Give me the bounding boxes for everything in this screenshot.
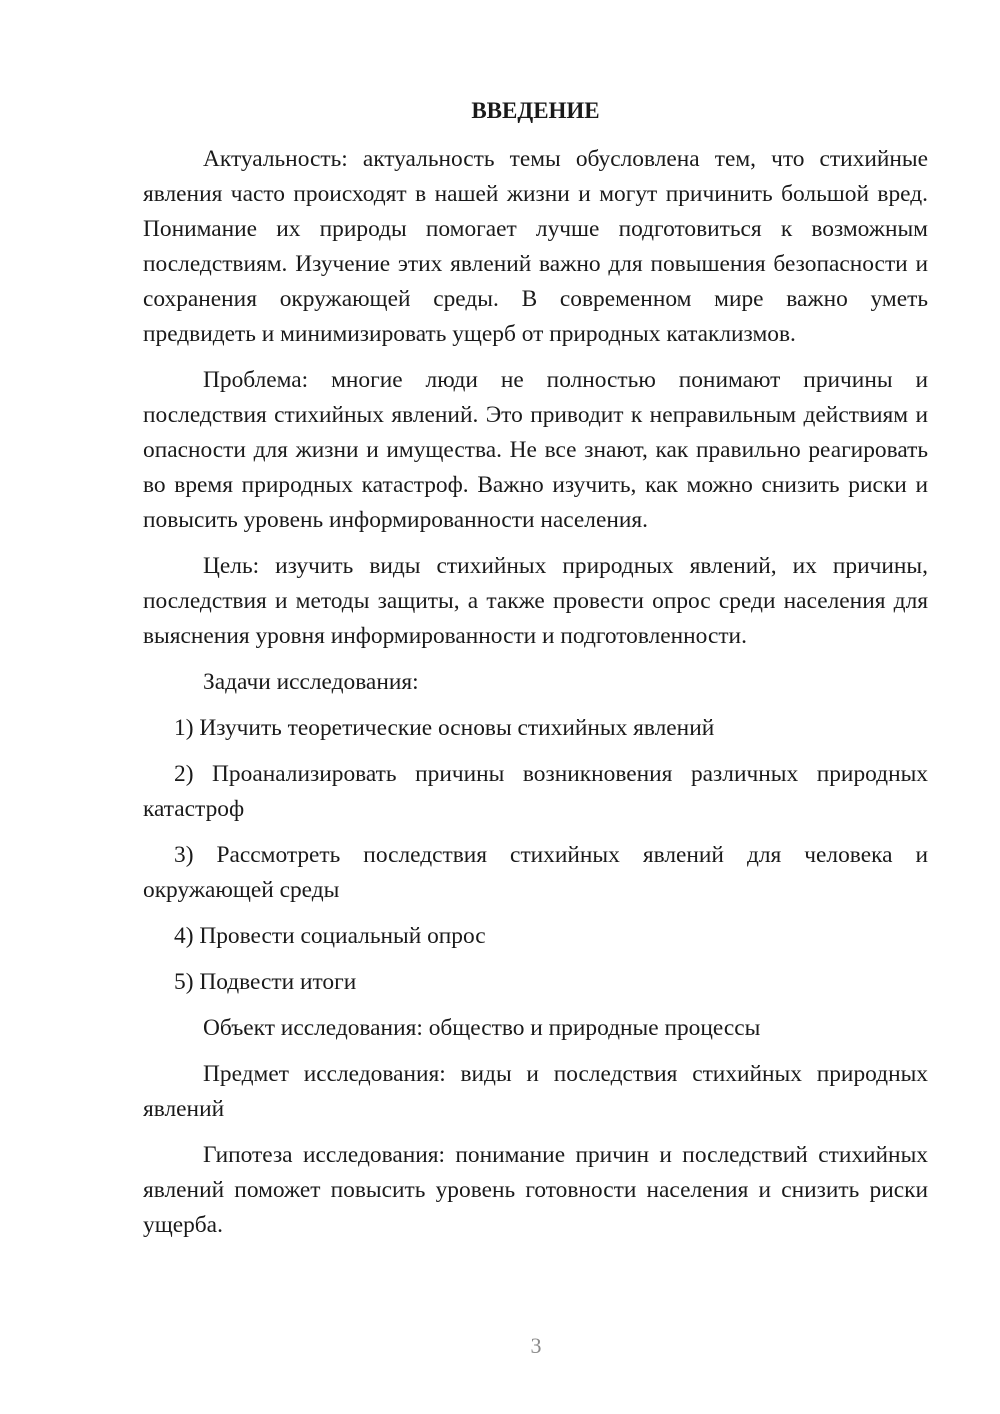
section-title: ВВЕДЕНИЕ xyxy=(471,98,600,123)
page-content xyxy=(143,93,928,1254)
task-item-4: 4) Провести социальный опрос xyxy=(174,923,486,949)
task-item-3: 3) Рассмотреть последствия стихийных явлений для человека и окружающей среды xyxy=(143,842,928,903)
hypothesis-paragraph: Гипотеза исследования: понимание причин и последствий стихийных явлений поможет повысить уровень готовности населения и снизить риски ущерба. xyxy=(143,1142,928,1238)
task-item-1: 1) Изучить теоретические основы стихийных явлений xyxy=(174,715,715,741)
problem-paragraph: Проблема: многие люди не полностью понимают причины и последствия стихийных явлений. Это приводит к неправильным действиям и опасности для жизни и имущества. Не все знают, как правильно реагировать во время природных катастроф. Важно изучить, как можно снизить риски и повысить уровень информированности населения. xyxy=(143,367,928,533)
task-item-5: 5) Подвести итоги xyxy=(174,969,357,995)
page-number: 3 xyxy=(530,1333,542,1358)
task-item-2: 2) Проанализировать причины возникновения различных природных катастроф xyxy=(143,761,928,822)
tasks-heading: Задачи исследования: xyxy=(203,669,419,695)
object-paragraph: Объект исследования: общество и природные процессы xyxy=(203,1015,761,1041)
subject-paragraph: Предмет исследования: виды и последствия стихийных природных явлений xyxy=(143,1061,928,1122)
goal-paragraph: Цель: изучить виды стихийных природных явлений, их причины, последствия и методы защиты, а также провести опрос среди населения для выяснения уровня информированности и подготовленности. xyxy=(143,553,928,649)
relevance-paragraph: Актуальность: актуальность темы обусловлена тем, что стихийные явления часто происходят в нашей жизни и могут причинить большой вред. Понимание их природы помогает лучше подготовиться к возможным последствиям. Изучение этих явлений важно для повышения безопасности и сохранения окружающей среды. В современном мире важно уметь предвидеть и минимизировать ущерб от природных катаклизмов. xyxy=(143,146,928,347)
